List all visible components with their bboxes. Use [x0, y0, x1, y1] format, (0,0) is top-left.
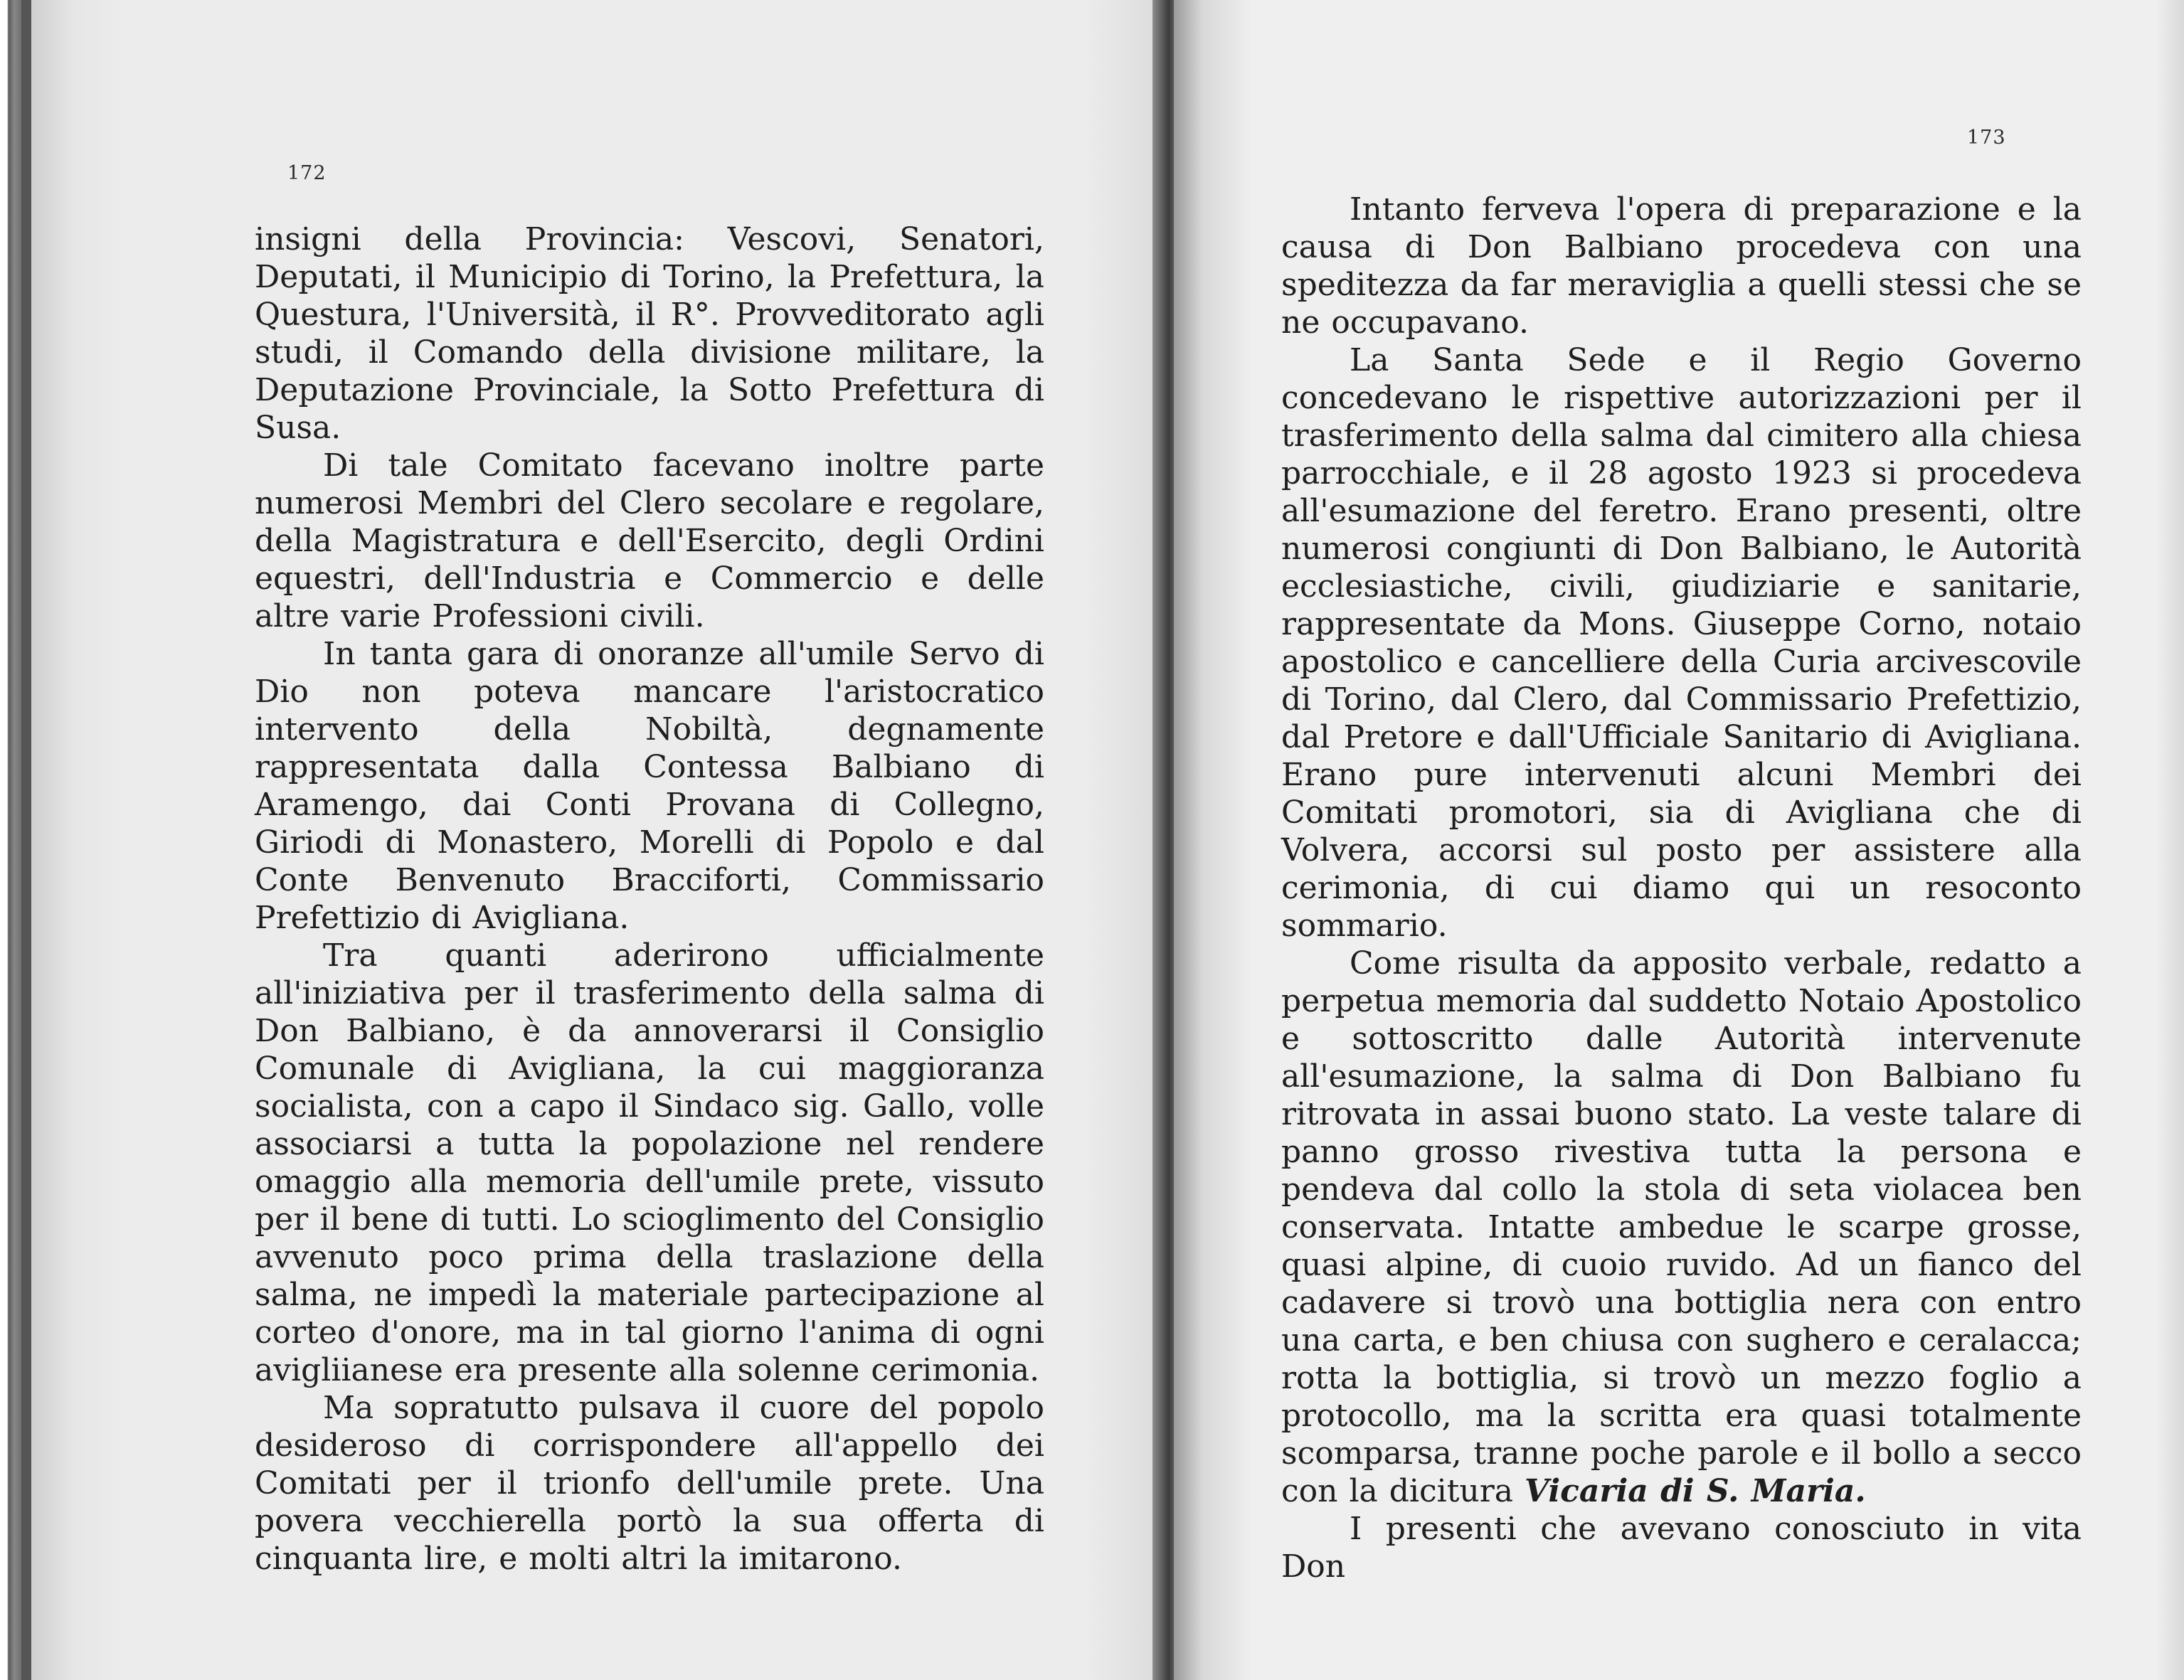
paragraph: I presenti che avevano conosciuto in vita Don [1281, 1511, 2082, 1585]
page-number-right: 173 [1967, 127, 2006, 149]
paragraph: Di tale Comitato facevano inoltre parte numerosi Membri del Clero secolare e regolare, della Magistratura e dell'Esercito, degli Ordini equestri, dell'Industria e Commercio e delle altre varie Professioni civili. [255, 447, 1044, 634]
left-page [21, 0, 1174, 1680]
book-edge [0, 0, 21, 1680]
paragraph: La Santa Sede e il Regio Governo concedevano le rispettive autorizzazioni per il trasferimento della salma dal cimitero alla chiesa parrocchiale, e il 28 agosto 1923 si procedeva all'esumazione del feretro. Erano presenti, oltre numerosi congiunti di Don Balbiano, le Autorità ecclesiastiche, civili, giudiziarie e sanitarie, rappresentate da Mons. Giuseppe Corno, notaio apostolico e cancelliere della Curia arcivescovile di Torino, dal Clero, dal Commissario Prefettizio, dal Pretore e dall'Ufficiale Sanitario di Avigliana. Erano pure intervenuti alcuni Membri dei Comitati promotori, sia di Avigliana che di Volvera, accorsi sul posto per assistere alla cerimonia, di cui diamo qui un resoconto sommario. [1281, 342, 2082, 944]
right-page [1174, 0, 2184, 1680]
left-page-text [255, 220, 1044, 1578]
paragraph: Intanto ferveva l'opera di preparazione e la causa di Don Balbiano procedeva con una speditezza da far meraviglia a quelli stessi che se ne occupavano. [1281, 191, 2082, 341]
paragraph: In tanta gara di onoranze all'umile Servo di Dio non poteva mancare l'aristocratico intervento della Nobiltà, degnamente rappresentata dalla Contessa Balbiano di Aramengo, dai Conti Provana di Collegno, Giriodi di Monastero, Morelli di Popolo e dal Conte Benvenuto Bracciforti, Commissario Prefettizio di Avigliana. [255, 636, 1044, 936]
paragraph: Tra quanti aderirono ufficialmente all'iniziativa per il trasferimento della salma di Don Balbiano, è da annoverarsi il Consiglio Comunale di Avigliana, la cui maggioranza socialista, con a capo il Sindaco sig. Gallo, volle associarsi a tutta la popolazione nel rendere omaggio alla memoria dell'umile prete, vissuto per il bene di tutti. Lo scioglimento del Consiglio avvenuto poco prima della traslazione della salma, ne impedì la materiale partecipazione al corteo d'onore, ma in tal giorno l'anima di ogni avigliianese era presente alla solenne cerimonia. [255, 937, 1044, 1388]
right-page-text [1281, 191, 2082, 1585]
paragraph: insigni della Provincia: Vescovi, Senatori, Deputati, il Municipio di Torino, la Prefettura, la Questura, l'Università, il R°. Provveditorato agli studi, il Comando della divisione militare, la Deputazione Provinciale, la Sotto Prefettura di Susa. [255, 221, 1044, 446]
paragraph: Ma sopratutto pulsava il cuore del popolo desideroso di corrispondere all'appello dei Comitati per il trionfo dell'umile prete. Una povera vecchierella portò la sua offerta di cinquanta lire, e molti altri la imitarono. [255, 1390, 1044, 1577]
paragraph [1281, 945, 2082, 1510]
page-number-left: 172 [287, 162, 327, 184]
italic-inscription: Vicaria di S. Maria. [1525, 1473, 1866, 1509]
paragraph-text: Come risulta da apposito verbale, redatto a perpetua memoria dal suddetto Notaio Apostolico e sottoscritto dalle Autorità intervenute all'esumazione, la salma di Don Balbiano fu ritrovata in assai buono stato. La veste talare di panno grosso rivestiva tutta la persona e pendeva dal collo la stola di seta violacea ben conservata. Intatte ambedue le scarpe grosse, quasi alpine, di cuoio ruvido. Ad un fianco del cadavere si trovò una bottiglia nera con entro una carta, e ben chiusa con sughero e ceralacca; rotta la bottiglia, si trovò un mezzo foglio a protocollo, ma la scritta era quasi totalmente scomparsa, tranne poche parole e il bollo a secco con la dicitura [1281, 945, 2082, 1509]
